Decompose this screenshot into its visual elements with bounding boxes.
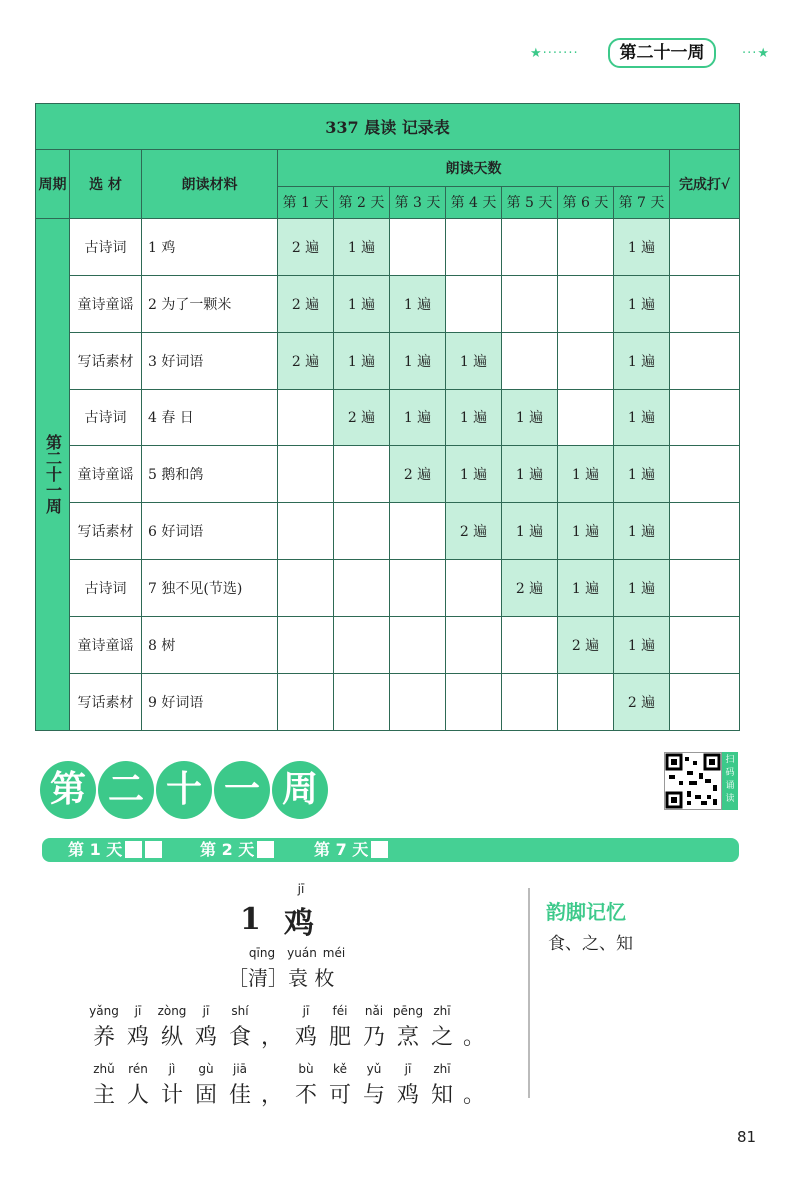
period-cell: 第二十一周 [36, 218, 70, 730]
material-type: 古诗词 [70, 389, 142, 446]
reading-count-cell [390, 218, 446, 275]
poem-char-hanzi: 主 [92, 1083, 115, 1108]
qr-label: 扫码诵读 [722, 752, 738, 810]
reading-count-cell [278, 617, 334, 674]
material-type: 童诗童谣 [70, 617, 142, 674]
poem-char-pinyin: bù [298, 1062, 314, 1076]
banner-char: 一 [214, 761, 270, 819]
poem-char [156, 1062, 188, 1109]
poem-char-hanzi: ， [260, 1025, 283, 1050]
reading-count-cell [558, 275, 614, 332]
reading-count-cell: 1 遍 [614, 446, 670, 503]
reading-count-cell: 1 遍 [558, 503, 614, 560]
material-type: 写话素材 [70, 503, 142, 560]
done-checkbox-cell[interactable] [670, 332, 740, 389]
done-checkbox-cell[interactable] [670, 218, 740, 275]
poem-char-hanzi: 食 [228, 1025, 251, 1050]
reading-count-cell [278, 389, 334, 446]
reading-count-cell [390, 503, 446, 560]
day-bar-segment-2 [200, 838, 274, 862]
col-material-header: 朗读材料 [142, 150, 278, 219]
poem-char-hanzi: 知 [430, 1083, 453, 1108]
poem-char [224, 1062, 256, 1109]
poem-char-pinyin: jī [404, 1062, 412, 1076]
poem-char [290, 1004, 322, 1051]
reading-count-cell: 1 遍 [334, 275, 390, 332]
header-dots-left: ★······· [530, 46, 579, 61]
material-name: 3 好词语 [142, 332, 278, 389]
reading-count-cell: 2 遍 [334, 389, 390, 446]
poem-char-hanzi: 之 [430, 1025, 453, 1050]
day-bar-label-7: 第 7 天 [314, 840, 369, 859]
col-period-header: 周期 [36, 150, 70, 219]
poem-char-hanzi: 。 [462, 1025, 485, 1050]
done-checkbox-cell[interactable] [670, 674, 740, 731]
poem-char [88, 1062, 120, 1109]
poem-number: 1 [240, 902, 261, 937]
poem-char-hanzi: 鸡 [126, 1025, 149, 1050]
poem-char-hanzi: 佳 [228, 1083, 251, 1108]
reading-count-cell: 1 遍 [614, 275, 670, 332]
reading-count-cell [446, 674, 502, 731]
reading-count-cell [334, 503, 390, 560]
reading-count-cell [390, 674, 446, 731]
qr-code-icon [665, 753, 721, 809]
reading-count-cell [502, 617, 558, 674]
reading-count-cell [278, 560, 334, 617]
author-pinyin: yuán [287, 946, 317, 960]
day-header-4: 第 4 天 [446, 186, 502, 218]
poem-char-pinyin: kě [333, 1062, 347, 1076]
reading-count-cell [334, 560, 390, 617]
reading-count-cell [502, 218, 558, 275]
poem-char-pinyin: yǔ [366, 1062, 382, 1076]
done-checkbox-cell[interactable] [670, 560, 740, 617]
author-text: ［清］袁 枚 [228, 966, 335, 990]
day-header-6: 第 6 天 [558, 186, 614, 218]
table-row [36, 389, 740, 446]
reading-count-cell: 2 遍 [614, 674, 670, 731]
poem-char [224, 1004, 256, 1051]
day-header-2: 第 2 天 [334, 186, 390, 218]
reading-record-table [35, 103, 740, 731]
reading-count-cell: 1 遍 [614, 560, 670, 617]
material-name: 4 春 日 [142, 389, 278, 446]
reading-count-cell: 1 遍 [446, 446, 502, 503]
qr-code[interactable] [664, 752, 722, 810]
material-name: 8 树 [142, 617, 278, 674]
done-checkbox-cell[interactable] [670, 617, 740, 674]
reading-count-cell: 1 遍 [390, 389, 446, 446]
poem-char [256, 1004, 288, 1051]
reading-count-cell [558, 674, 614, 731]
poem-char-pinyin: jī [202, 1004, 210, 1018]
reading-count-cell: 2 遍 [558, 617, 614, 674]
reading-count-cell: 1 遍 [502, 503, 558, 560]
poem-char-hanzi: 人 [126, 1083, 149, 1108]
done-checkbox-cell[interactable] [670, 389, 740, 446]
reading-count-cell [502, 674, 558, 731]
banner-char: 二 [98, 761, 154, 819]
reading-count-cell [390, 617, 446, 674]
poem-char [392, 1062, 424, 1109]
day-header-3: 第 3 天 [390, 186, 446, 218]
poem-char-pinyin [256, 1062, 288, 1078]
reading-count-cell: 1 遍 [558, 446, 614, 503]
poem-char [88, 1004, 120, 1051]
poem-char-hanzi: 肥 [328, 1025, 351, 1050]
table-row [36, 275, 740, 332]
poem-char [122, 1062, 154, 1109]
poem-char [256, 1062, 288, 1109]
poem-char-pinyin: zhī [433, 1062, 451, 1076]
done-checkbox-cell[interactable] [670, 446, 740, 503]
day-header-5: 第 5 天 [502, 186, 558, 218]
day-header-7: 第 7 天 [614, 186, 670, 218]
poem-char-pinyin [458, 1004, 490, 1020]
reading-count-cell [502, 332, 558, 389]
poem-char-hanzi: 烹 [396, 1025, 419, 1050]
reading-count-cell: 2 遍 [278, 275, 334, 332]
poem-char-hanzi: 鸡 [294, 1025, 317, 1050]
divider [528, 888, 530, 1098]
poem-title [240, 882, 360, 941]
poem-char [290, 1062, 322, 1109]
reading-count-cell [558, 389, 614, 446]
poem-line [88, 1004, 488, 1054]
reading-count-cell: 1 遍 [502, 389, 558, 446]
poem-line [88, 1062, 488, 1112]
poem-char [324, 1062, 356, 1109]
material-name: 9 好词语 [142, 674, 278, 731]
table-row [36, 218, 740, 275]
poem-char-hanzi: 不 [294, 1083, 317, 1108]
material-type: 写话素材 [70, 332, 142, 389]
reading-count-cell [558, 332, 614, 389]
banner-char: 周 [272, 761, 328, 819]
material-type: 写话素材 [70, 674, 142, 731]
poem-char-pinyin: jiā [232, 1062, 248, 1076]
poem-char [324, 1004, 356, 1051]
reading-count-cell: 2 遍 [390, 446, 446, 503]
material-type: 古诗词 [70, 560, 142, 617]
running-header [530, 38, 770, 70]
reading-count-cell: 2 遍 [446, 503, 502, 560]
reading-count-cell: 1 遍 [558, 560, 614, 617]
poem-char-hanzi: 与 [362, 1083, 385, 1108]
reading-count-cell [558, 218, 614, 275]
banner-char: 第 [40, 761, 96, 819]
reading-count-cell [278, 446, 334, 503]
reading-count-cell: 2 遍 [278, 218, 334, 275]
poem-char-pinyin: zhī [433, 1004, 451, 1018]
reading-count-cell [502, 275, 558, 332]
material-type: 童诗童谣 [70, 275, 142, 332]
poem-char-pinyin: jì [168, 1062, 176, 1076]
reading-count-cell: 1 遍 [614, 332, 670, 389]
poem-char-pinyin: nǎi [364, 1004, 384, 1018]
reading-count-cell: 1 遍 [334, 218, 390, 275]
poem-char-pinyin: zòng [157, 1004, 187, 1018]
table-row [36, 503, 740, 560]
col-done-header: 完成打√ [670, 150, 740, 219]
poem-char-pinyin: yǎng [89, 1004, 119, 1018]
checkbox[interactable] [145, 841, 162, 858]
poem-char-pinyin: gù [198, 1062, 214, 1076]
poem-char-pinyin: zhǔ [93, 1062, 115, 1076]
poem-char-hanzi: 养 [92, 1025, 115, 1050]
reading-count-cell: 1 遍 [614, 389, 670, 446]
table-row [36, 446, 740, 503]
checkbox[interactable] [125, 841, 142, 858]
checkbox[interactable] [371, 841, 388, 858]
poem-char-hanzi: 可 [328, 1083, 351, 1108]
poem-char-pinyin [458, 1062, 490, 1078]
poem-char [458, 1004, 490, 1051]
reading-count-cell: 1 遍 [446, 332, 502, 389]
poem-char-hanzi: 纵 [160, 1025, 183, 1050]
poem-char-pinyin: féi [332, 1004, 348, 1018]
day-header-1: 第 1 天 [278, 186, 334, 218]
reading-count-cell [446, 275, 502, 332]
poem-char-hanzi: 计 [160, 1083, 183, 1108]
poem-char-hanzi: 鸡 [396, 1083, 419, 1108]
week-banner [40, 761, 330, 821]
poem-char-hanzi: 乃 [362, 1025, 385, 1050]
checkbox[interactable] [257, 841, 274, 858]
table-row [36, 332, 740, 389]
poem-char-pinyin: jī [302, 1004, 310, 1018]
reading-count-cell: 1 遍 [334, 332, 390, 389]
reading-count-cell [278, 674, 334, 731]
material-name: 6 好词语 [142, 503, 278, 560]
done-checkbox-cell[interactable] [670, 275, 740, 332]
reading-count-cell: 1 遍 [390, 332, 446, 389]
material-type: 古诗词 [70, 218, 142, 275]
material-name: 5 鹅和鸽 [142, 446, 278, 503]
material-name: 2 为了一颗米 [142, 275, 278, 332]
reading-count-cell [446, 560, 502, 617]
poem-title-pinyin: jī [297, 882, 305, 896]
rhyme-title: 韵脚记忆 [546, 900, 626, 924]
material-type: 童诗童谣 [70, 446, 142, 503]
poem-char [426, 1004, 458, 1051]
poem-char-hanzi: 鸡 [194, 1025, 217, 1050]
poem-char-pinyin: shí [231, 1004, 249, 1018]
page-number: 81 [737, 1128, 757, 1146]
reading-count-cell: 1 遍 [614, 617, 670, 674]
day-bar-label-2: 第 2 天 [200, 840, 255, 859]
day-bar-segment-1 [68, 838, 162, 862]
poem-char [358, 1004, 390, 1051]
poem-char-pinyin: pēng [392, 1004, 424, 1018]
table-row [36, 617, 740, 674]
poem-char-pinyin [256, 1004, 288, 1020]
poem-title-text: 鸡 [284, 906, 314, 941]
poem-char-hanzi: 。 [462, 1083, 485, 1108]
reading-count-cell: 2 遍 [502, 560, 558, 617]
reading-count-cell [446, 617, 502, 674]
poem-char [156, 1004, 188, 1051]
author-pinyin: qīng [248, 946, 276, 960]
reading-count-cell: 1 遍 [614, 503, 670, 560]
reading-count-cell: 2 遍 [278, 332, 334, 389]
author-pinyin: méi [322, 946, 346, 960]
reading-count-cell [390, 560, 446, 617]
poem-char [190, 1004, 222, 1051]
poem-char [190, 1062, 222, 1109]
reading-count-cell [334, 674, 390, 731]
poem-char-pinyin: rén [128, 1062, 148, 1076]
poem-char-hanzi: ， [260, 1083, 283, 1108]
table-row [36, 560, 740, 617]
table-title: 337 晨读 记录表 [36, 104, 740, 150]
material-name: 1 鸡 [142, 218, 278, 275]
day-bar-label-1: 第 1 天 [68, 840, 123, 859]
reading-count-cell: 1 遍 [502, 446, 558, 503]
header-week-label: 第二十一周 [608, 38, 716, 68]
poem-char-pinyin: jī [134, 1004, 142, 1018]
poem-char [358, 1062, 390, 1109]
material-name: 7 独不见(节选) [142, 560, 278, 617]
reading-count-cell [446, 218, 502, 275]
header-dots-right: ···★ [741, 46, 770, 61]
banner-char: 十 [156, 761, 212, 819]
day-bar-segment-7 [314, 838, 388, 862]
day-bar [42, 838, 739, 862]
done-checkbox-cell[interactable] [670, 503, 740, 560]
poem-char [426, 1062, 458, 1109]
col-type-header: 选 材 [70, 150, 142, 219]
poem-char [122, 1004, 154, 1051]
reading-count-cell [278, 503, 334, 560]
col-days-header: 朗读天数 [278, 150, 670, 186]
reading-count-cell: 1 遍 [614, 218, 670, 275]
table-row [36, 674, 740, 731]
reading-count-cell [334, 446, 390, 503]
poem-char [458, 1062, 490, 1109]
reading-count-cell: 1 遍 [390, 275, 446, 332]
rhyme-body: 食、之、知 [548, 934, 633, 954]
reading-count-cell [334, 617, 390, 674]
reading-count-cell: 1 遍 [446, 389, 502, 446]
poem-char-hanzi: 固 [194, 1083, 217, 1108]
poem-char [392, 1004, 424, 1051]
